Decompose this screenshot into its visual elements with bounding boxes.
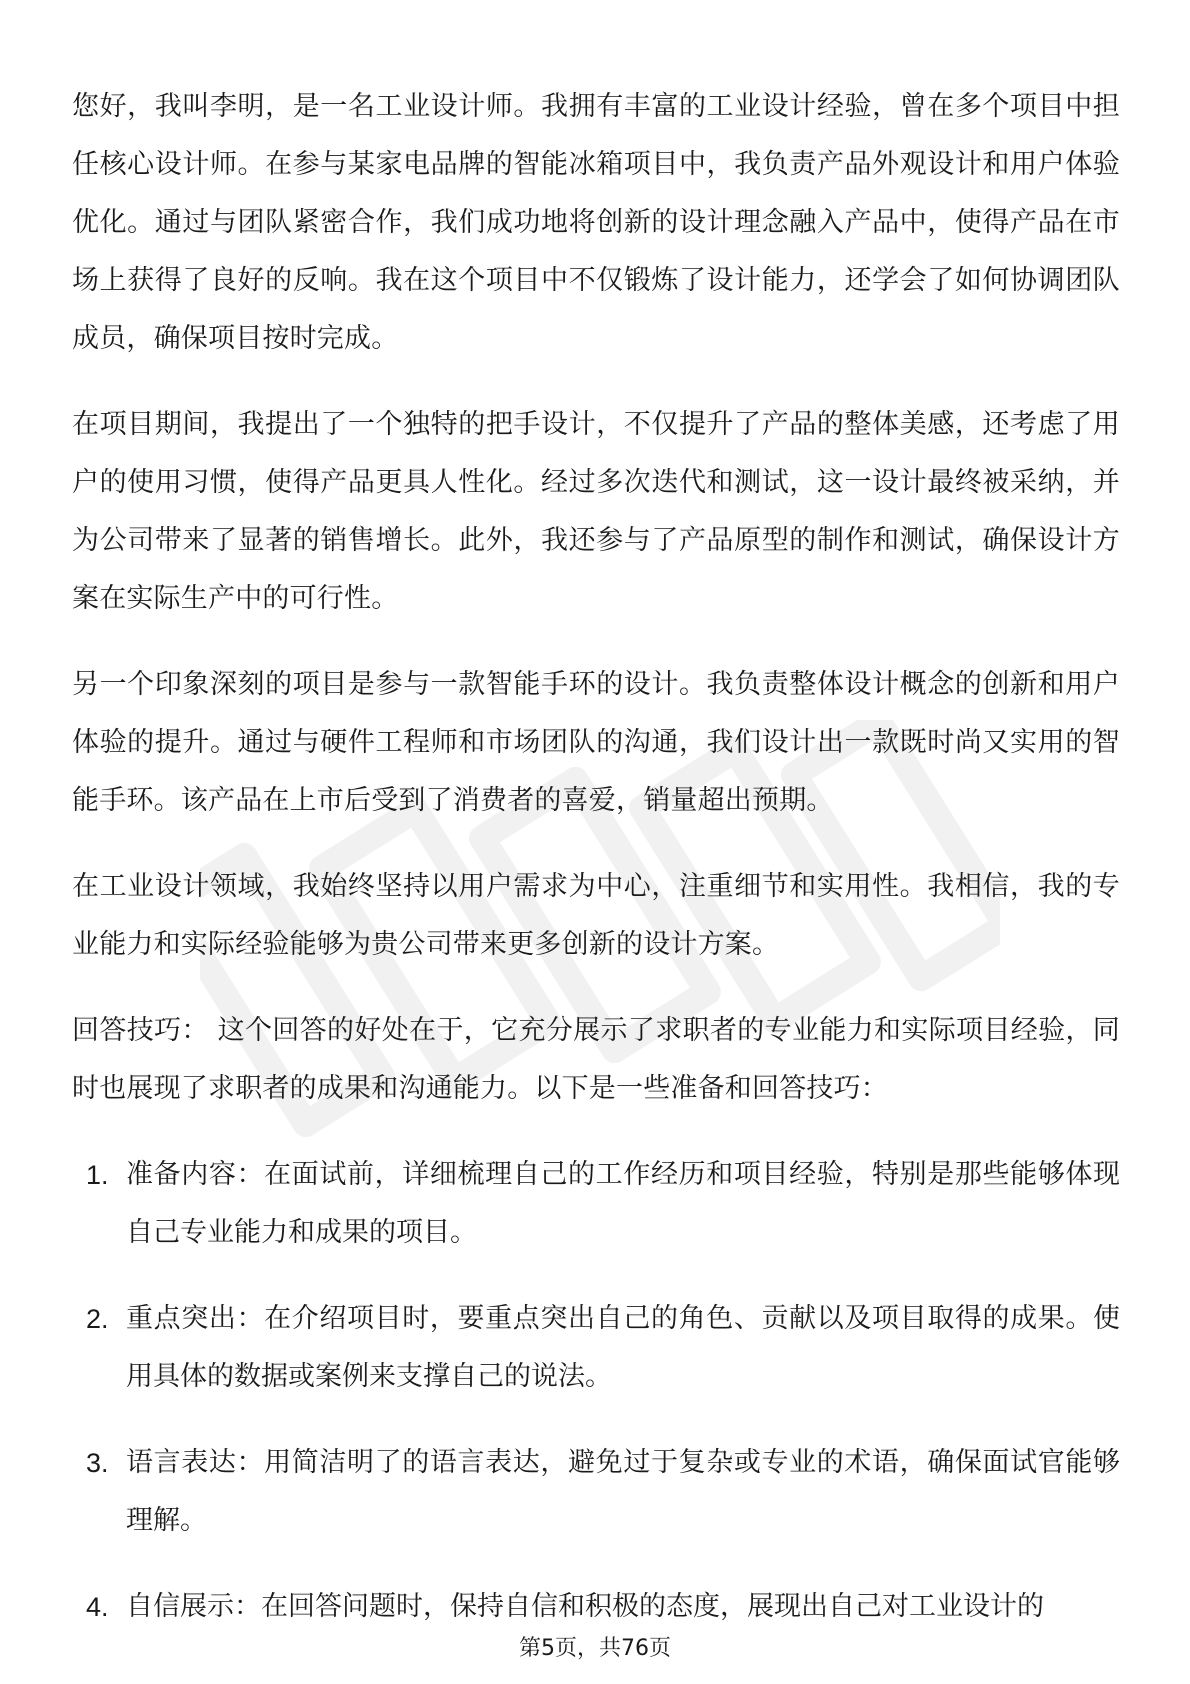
list-item bbox=[72, 1434, 1120, 1550]
paragraph-intro: 您好，我叫李明，是一名工业设计师。我拥有丰富的工业设计经验，曾在多个项目中担任核心设计师。在参与某家电品牌的智能冰箱项目中，我负责产品外观设计和用户体验优化。通过与团队紧密合作，我们成功地将创新的设计理念融入产品中，使得产品在市场上获得了良好的反响。我在这个项目中不仅锻炼了设计能力，还学会了如何协调团队成员，确保项目按时完成。 bbox=[72, 91, 1120, 354]
list-text: 重点突出：在介绍项目时，要重点突出自己的角色、贡献以及项目取得的成果。使用具体的数据或案例来支撑自己的说法。 bbox=[126, 1303, 1120, 1392]
paragraph-handle-design: 在项目期间，我提出了一个独特的把手设计，不仅提升了产品的整体美感，还考虑了用户的使用习惯，使得产品更具人性化。经过多次迭代和测试，这一设计最终被采纳，并为公司带来了显著的销售增长。此外，我还参与了产品原型的制作和测试，确保设计方案在实际生产中的可行性。 bbox=[72, 409, 1120, 614]
list-text: 准备内容：在面试前，详细梳理自己的工作经历和项目经验，特别是那些能够体现自己专业能力和成果的项目。 bbox=[126, 1159, 1120, 1248]
list-number: 2. bbox=[86, 1304, 109, 1334]
list-item bbox=[72, 1290, 1120, 1406]
tips-list bbox=[72, 1146, 1120, 1636]
paragraph-answer-tips: 回答技巧： 这个回答的好处在于，它充分展示了求职者的专业能力和实际项目经验，同时也展现了求职者的成果和沟通能力。以下是一些准备和回答技巧： bbox=[72, 1015, 1120, 1104]
main-content bbox=[72, 78, 1120, 1664]
list-text: 自信展示：在回答问题时，保持自信和积极的态度，展现出自己对工业设计的 bbox=[126, 1591, 1044, 1622]
list-number: 3. bbox=[86, 1448, 109, 1478]
list-item bbox=[72, 1578, 1120, 1636]
paragraph-smart-band: 另一个印象深刻的项目是参与一款智能手环的设计。我负责整体设计概念的创新和用户体验的提升。通过与硬件工程师和市场团队的沟通，我们设计出一款既时尚又实用的智能手环。该产品在上市后受到了消费者的喜爱，销量超出预期。 bbox=[72, 669, 1120, 816]
paragraph-philosophy: 在工业设计领域，我始终坚持以用户需求为中心，注重细节和实用性。我相信，我的专业能力和实际经验能够为贵公司带来更多创新的设计方案。 bbox=[72, 871, 1120, 960]
page-footer bbox=[0, 1634, 1190, 1664]
list-text: 语言表达：用简洁明了的语言表达，避免过于复杂或专业的术语，确保面试官能够理解。 bbox=[126, 1447, 1120, 1536]
page-number: 第5页，共76页 bbox=[519, 1636, 671, 1661]
list-item bbox=[72, 1146, 1120, 1262]
list-number: 4. bbox=[86, 1592, 109, 1622]
list-number: 1. bbox=[86, 1160, 109, 1190]
